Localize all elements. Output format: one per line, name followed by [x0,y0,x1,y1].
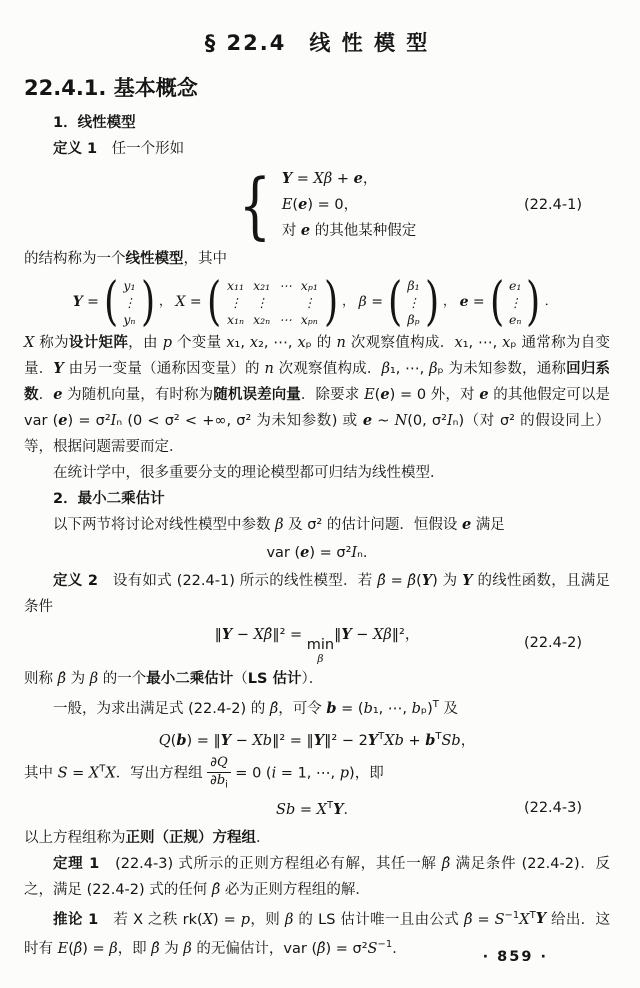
equation-22-4-2 [24,622,610,664]
theorem-1: 定理 1 (22.4-3) 式所示的正则方程组必有解，其任一解 β̂ 满足条件 (22.4-2)．反之，满足 (22.4-2) 式的任何 β̂ 必为正则方程组的解． [24,855,611,898]
paragraph-normal-equations: 以上方程组称为正则（正规）方程组． [24,829,271,846]
matrix-Y [101,272,158,332]
matrix-beta-column [405,277,422,328]
matrix-X-label: X = [175,294,202,310]
after-equation-text: 的结构称为一个线性模型，其中 [24,251,227,267]
equation-line: Y = Xβ + e， [281,170,378,187]
equation-number: (22.4-3) [523,799,582,816]
page-title: § 22.4 线 性 模 型 [204,31,430,55]
empty-cell [279,294,292,311]
right-paren: ) [526,272,541,332]
vertical-dots: ⋮ [229,294,242,310]
right-paren: ) [323,272,339,332]
matrix-cell: β₁ [407,277,420,293]
right-paren: ) [424,272,440,332]
matrix-cell: x₁₁ [226,277,245,293]
matrix-cell: x₂ₙ [253,311,271,327]
vertical-dots: ⋮ [407,294,420,310]
definition-1-intro: 定义 1 任一个形如 [53,141,185,157]
equation-number: (22.4-1) [523,197,582,213]
separator: ， [443,293,456,308]
paragraph-where: 其中 $S = X^TX$．写出方程组 $\frac{\partial Q}{\partial b_i}$ = 0 (i = 1, ⋯, p)，即 [24,754,384,791]
matrix-cell: x₂₁ [253,277,271,293]
subheading-linear-model: 1．线性模型 [53,115,136,131]
separator: ， [158,293,172,308]
equation-line: 对 e 的其他某种假定 [281,222,417,239]
vertical-dots: ⋮ [255,294,268,310]
matrix-Y-column [121,277,138,328]
separator: ， [342,293,355,308]
matrix-cell: x₁ₙ [226,311,245,327]
paragraph-ls-definition: 则称 β̂ 为 β 的一个最小二乘估计（LS 估计）． [24,671,324,687]
equation-22-4-1 [232,163,610,247]
equation-number: (22.4-2) [523,635,582,651]
matrix-e-label: e = [459,294,485,310]
horizontal-dots: ⋯ [279,277,292,293]
equation-line: E(e) = 0， [281,196,359,213]
vertical-dots: ⋮ [123,294,136,310]
equation-Q-b: Q(b) = ‖Y − Xb‖² = ‖Y‖² − $2Y^TXb + b^TSb$， [158,730,476,749]
matrix-beta-label: β = [358,294,383,310]
left-brace: { [238,163,271,247]
matrix-cell: yₙ [123,311,136,327]
horizontal-dots: ⋯ [279,311,292,327]
equation-var-e: var (e) = σ²Iₙ. [266,544,368,561]
matrix-cell: e₁ [509,277,522,293]
separator: ． [544,293,558,308]
matrix-X-grid [224,277,321,328]
left-paren: ( [387,272,403,332]
paragraph-general: 一般，为求出满足式 (22.4-2) 的 β̂，可令 b = (b₁, ⋯, bₚ)$^T$ 及 [53,699,458,717]
vertical-dots: ⋮ [508,294,522,310]
paragraph-ls-intro: 以下两节将讨论对线性模型中参数 β 及 σ² 的估计问题．恒假设 e 满足 [53,516,505,533]
equation-22-4-3 [24,793,610,823]
matrix-beta [385,272,442,332]
matrix-definitions [24,272,610,332]
left-paren: ( [489,272,504,332]
matrix-cell: xₚₙ [300,311,318,327]
subheading-least-squares: 2．最小二乘估计 [53,491,165,507]
matrix-cell: βₚ [407,311,420,327]
matrix-cell: eₙ [508,311,522,327]
equation-body: $Sb = X^TY$． [276,799,358,818]
matrix-X [204,272,342,332]
corollary-1: 推论 1 若 X 之秩 rk(X) = p，则 β 的 LS 估计唯一且由公式 β̂ = $S^{-1}X^TY$ 给出．这时有 E(β̂) = β，即 β̂ 为 β 的无偏估计，var (β̂) = $\sigma^2S^{-1}$． [24,909,611,958]
vertical-dots: ⋮ [303,294,316,310]
matrix-cell: y₁ [123,277,136,293]
equation-body: ‖Y − Xβ̂‖² = min β ‖Y − Xβ‖²， [214,626,420,665]
right-paren: ) [140,272,155,332]
definition-2: 定义 2 设有如式 (22.4-1) 所示的线性模型．若 β̂ = β̂(Y) 为 Y 的线性函数，且满足条件 [24,572,610,615]
page-number: · 859 · [482,949,548,965]
paragraph-statistics: 在统计学中，很多重要分支的理论模型都可归结为线性模型． [53,465,445,481]
section-heading: 22.4.1. 基本概念 [24,76,198,100]
left-paren: ( [206,272,221,332]
matrix-e [487,272,544,332]
matrix-Y-label: Y = [72,294,99,310]
matrix-cell: xₚ₁ [300,277,318,293]
equation-lines [282,166,416,244]
left-paren: ( [103,272,119,332]
paragraph-design-matrix: X 称为设计矩阵，由 p 个变量 x₁, x₂, ⋯, xₚ 的 n 次观察值构成．x₁, ⋯, xₚ 通常称为自变量．Y 由另一变量（通称因变量）的 n 次观察值构成．β₁, ⋯, βₚ 为未知参数，通称回归系数．e 为随机向量，有时称为随机误差向量．除要求 E(e) = 0 外，对 e 的其他假定可以是 var (e) = σ²Iₙ (0 < σ² < +∞, σ² 为未知参数) 或 e ~ N(0, σ²Iₙ)（对 σ² 的假设同上）等，根据问题需要而定． [24,335,611,455]
matrix-e-column [507,277,524,328]
